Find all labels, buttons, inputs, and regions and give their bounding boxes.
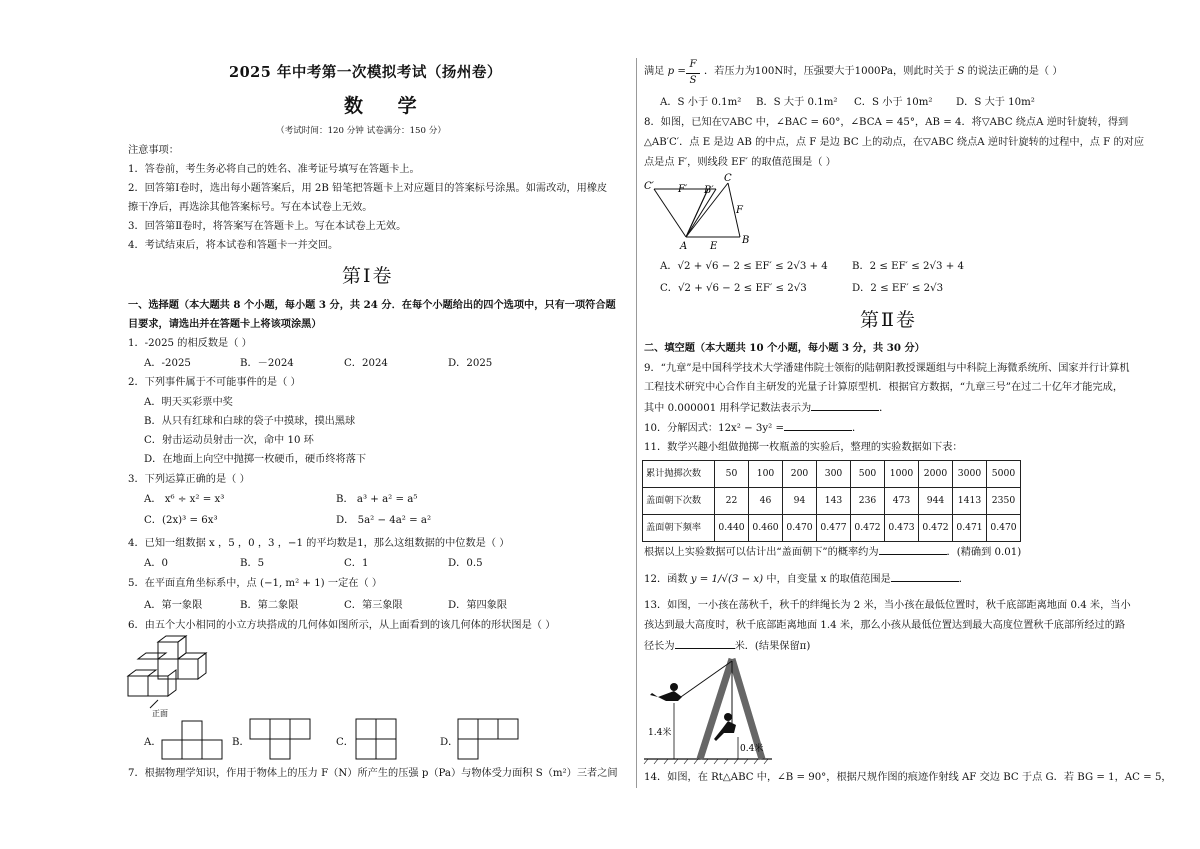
- question-13-text-2: 米．(结果保留π): [734, 641, 811, 652]
- option: C．第三象限: [344, 600, 403, 611]
- child-body: [714, 721, 736, 741]
- table-cell: 1000: [885, 461, 919, 488]
- front-arrow: [150, 700, 158, 708]
- option: C．1: [344, 558, 369, 569]
- question-12-text-2: 中，自变量 x 的取值范围是: [766, 574, 891, 585]
- formula-numerator: F: [689, 59, 697, 70]
- table-cell: 2350: [987, 488, 1021, 515]
- option: A．明天买彩票中奖: [144, 397, 233, 408]
- question-12: 12．函数 y = 1/√(3 − x) 中，自变量 x 的取值范围是 ．: [644, 571, 969, 588]
- exam-title: 2025 年中考第一次模拟考试（扬州卷）: [229, 64, 502, 81]
- option: A．S 小于 0.1m²: [660, 97, 742, 108]
- table-cell: 50: [715, 461, 749, 488]
- table-cell: 0.473: [885, 515, 919, 542]
- option-label: D．: [440, 737, 459, 748]
- column-divider: [636, 58, 637, 788]
- question-8-line: 点是点 F′，则线段 EF′ 的取值范围是（ ）: [644, 157, 836, 168]
- label-b: B: [742, 235, 750, 246]
- cube-face: [128, 676, 148, 696]
- question-11-text: 根据以上实验数据可以估计出“盖面朝下”的概率约为: [644, 547, 879, 558]
- question-1-options: [144, 356, 528, 372]
- question-11: 11．数学兴趣小组做抛掷一枚瓶盖的实验后，整理的实验数据如下表：: [644, 442, 963, 453]
- function-formula: y = 1/√(3 − x): [690, 574, 764, 585]
- section-heading: 二、填空题（本大题共 10 个小题，每小题 3 分，共 30 分）: [644, 342, 925, 354]
- label-c-prime: C′: [644, 181, 654, 192]
- section-heading: 目要求，请选出并在答题卡上将该项涂黑）: [128, 318, 322, 330]
- table-cell: 0.472: [851, 515, 885, 542]
- exam-info: （考试时间：120 分钟 试卷满分：150 分）: [276, 126, 446, 136]
- notice-item: 1．答卷前，考生务必将自己的姓名、准考证号填写在答题卡上。: [128, 164, 420, 175]
- question-9-line: 9．“九章”是中国科学技术大学潘建伟院士领衔的陆朝阳教授课题组与中科院上海微系统所、国家并行计算机: [644, 363, 1130, 374]
- table-cell: 300: [817, 461, 851, 488]
- option: B．2 ≤ EF′ ≤ 2√3 + 4: [852, 261, 964, 272]
- question-8-line: 8．如图，已知在▽ABC 中，∠BAC = 60°，∠BCA = 45°，AB = 4．将▽ABC 绕点A 逆时针旋转，得到: [644, 117, 1129, 128]
- answer-blank[interactable]: [891, 571, 959, 582]
- height-label-max: 1.4米: [648, 728, 672, 738]
- question-10: 10．分解因式：12x² − 3y² = ．: [644, 420, 862, 437]
- question-1-stem: 1．-2025 的相反数是（ ）: [128, 338, 252, 349]
- option: A．第一象限: [144, 600, 203, 611]
- question-10-text: 10．分解因式：12x² − 3y² =: [644, 423, 784, 434]
- option: B．S 大于 0.1m²: [756, 97, 838, 108]
- table-cell: 236: [851, 488, 885, 515]
- option: C．√2 + √6 − 2 ≤ EF′ ≤ 2√3: [660, 283, 807, 294]
- option: D．S 大于 10m²: [956, 97, 1035, 108]
- question-7-options: [660, 95, 1036, 111]
- option: B．第二象限: [240, 600, 299, 611]
- notice-item: 3．回答第Ⅱ卷时，将答案写在答题卡上。写在本试卷上无效。: [128, 221, 407, 232]
- question-6-stem: 6．由五个大小相同的小立方块搭成的几何体如图所示，从上面看到的该几何体的形状图是（ ）: [128, 620, 556, 631]
- question-11-tail: ．(精确到 0.01): [946, 547, 1022, 558]
- label-b-prime: B′: [704, 185, 714, 196]
- option: A．-2025: [144, 358, 191, 369]
- table-cell: 1413: [953, 488, 987, 515]
- question-4-options: [144, 556, 528, 572]
- table-cell: 0.470: [987, 515, 1021, 542]
- question-12-text: 12．函数: [644, 574, 688, 585]
- table-cell: 46: [749, 488, 783, 515]
- option: B．从只有红球和白球的袋子中摸球，摸出黑球: [144, 416, 356, 427]
- front-label: 正面: [152, 709, 168, 718]
- table-cell: 0.440: [715, 515, 749, 542]
- table-row: [643, 461, 1021, 488]
- table-header-cell: 盖面朝下次数: [643, 488, 715, 515]
- option-d-shape: [458, 718, 522, 760]
- subject-title: 数 学: [344, 95, 431, 117]
- rotation-figure: [644, 175, 764, 255]
- table-cell: 94: [783, 488, 817, 515]
- option: A．0: [144, 558, 169, 569]
- table-cell: 500: [851, 461, 885, 488]
- option-label: A．: [144, 737, 162, 748]
- question-5-stem: 5．在平面直角坐标系中，点 (−1, m² + 1) 一定在（ ）: [128, 578, 383, 589]
- right-column: [642, 0, 1172, 849]
- option: D．在地面上向空中抛掷一枚硬币，硬币终将落下: [144, 454, 367, 465]
- question-13-text: 径长为: [644, 641, 675, 652]
- label-e: E: [710, 241, 718, 252]
- question-9-text: 其中 0.000001 用科学记数法表示为: [644, 403, 812, 414]
- section-heading: 一、选择题（本大题共 8 个小题，每小题 3 分，共 24 分．在每个小题给出的四个选项中，只有一项符合题: [128, 299, 616, 311]
- question-7-stem: 7．根据物理学知识，作用于物体上的压力 F（N）所产生的压强 p（Pa）与物体受力面积 S（m²）三者之间: [128, 768, 618, 779]
- question-7-cont-end: ．若压力为100N时，压强要大于1000Pa，则此时关于 S 的说法正确的是（ ）: [704, 66, 1063, 77]
- answer-blank[interactable]: [811, 400, 879, 411]
- option: C．S 小于 10m²: [854, 97, 933, 108]
- option-b-shape: [250, 718, 314, 760]
- table-cell: 100: [749, 461, 783, 488]
- table-cell: 0.471: [953, 515, 987, 542]
- formula-denominator: S: [689, 75, 697, 86]
- height-label-min: 0.4米: [740, 744, 764, 754]
- option-a-shape: [162, 720, 226, 760]
- question-8-line: △AB′C′．点 E 是边 AB 的中点，点 F 是边 BC 上的动点，在▽ABC 绕点A 逆时针旋转的过程中，点 F 的对应: [644, 137, 1145, 148]
- option-c-shape: [356, 718, 400, 760]
- option: B．5: [240, 558, 265, 569]
- cube-face: [168, 670, 176, 696]
- option: D．0.5: [448, 558, 483, 569]
- option: D．第四象限: [448, 600, 508, 611]
- question-5-options: [144, 598, 528, 614]
- table-cell: 0.460: [749, 515, 783, 542]
- label-f-prime: F′: [678, 184, 688, 195]
- option: B．－2024: [240, 358, 294, 369]
- table-row: [643, 515, 1021, 542]
- swing-frame-leg: [700, 659, 732, 759]
- question-3-stem: 3．下列运算正确的是（ ）: [128, 474, 250, 485]
- experiment-table: [642, 460, 1021, 542]
- option-label: B．: [232, 737, 250, 748]
- cube-face: [128, 670, 156, 676]
- option: B． a³ + a² = a⁵: [336, 494, 418, 505]
- option: D．2 ≤ EF′ ≤ 2√3: [852, 283, 944, 294]
- answer-blank[interactable]: [784, 420, 852, 431]
- part-two-title: 第Ⅱ卷: [860, 309, 917, 331]
- option-label: C．: [336, 737, 354, 748]
- option: A． x⁶ ÷ x² = x³: [144, 494, 225, 505]
- notice-item: 擦干净后，再选涂其他答案标号。写在本试卷上无效。: [128, 202, 373, 213]
- child-head: [724, 713, 732, 721]
- question-13-line: 13．如图，一小孩在荡秋千，秋千的绊绳长为 2 米，当小孩在最低位置时，秋千底部距离地面 0.4 米，当小: [644, 600, 1131, 611]
- option: C．(2x)³ = 6x³: [144, 515, 218, 526]
- part-one-title: 第Ⅰ卷: [342, 265, 394, 287]
- table-header-cell: 盖面朝下频率: [643, 515, 715, 542]
- table-cell: 200: [783, 461, 817, 488]
- child-body: [658, 691, 682, 701]
- answer-blank[interactable]: [675, 638, 735, 649]
- table-cell: 143: [817, 488, 851, 515]
- question-14: 14．如图，在 Rt△ABC 中，∠B = 90°，根据尺规作图的痕迹作射线 AF 交边 BC 于点 G．若 BG = 1，AC = 5，: [644, 772, 1172, 783]
- cube-face: [138, 653, 166, 659]
- swing-figure: [644, 655, 776, 767]
- table-header-cell: 累计抛掷次数: [643, 461, 715, 488]
- table-cell: 3000: [953, 461, 987, 488]
- option: A．√2 + √6 − 2 ≤ EF′ ≤ 2√3 + 4: [660, 261, 828, 272]
- table-cell: 22: [715, 488, 749, 515]
- question-9-line: 其中 0.000001 用科学记数法表示为 ．: [644, 400, 889, 417]
- notice-item: 4．考试结束后，将本试卷和答题卡一并交回。: [128, 240, 339, 251]
- table-cell: 0.477: [817, 515, 851, 542]
- question-7-cont-start: 满足 p =: [644, 66, 686, 77]
- table-cell: 473: [885, 488, 919, 515]
- question-9-line: 工程技术研究中心合作自主研发的光量子计算原型机．根据官方数据，“九章三号”在过二十亿年才能完成，: [644, 382, 1124, 393]
- cube-face: [198, 653, 206, 679]
- table-cell: 2000: [919, 461, 953, 488]
- notice-item: 2．回答第Ⅰ卷时，选出每小题答案后，用 2B 铅笔把答题卡上对应题目的答案标号涂黑。如需改动，用橡皮: [128, 183, 608, 194]
- answer-blank[interactable]: [879, 544, 947, 555]
- table-cell: 0.472: [919, 515, 953, 542]
- option: C．2024: [344, 358, 388, 369]
- child-leg: [650, 693, 658, 697]
- question-2-stem: 2．下列事件属于不可能事件的是（ ）: [128, 377, 301, 388]
- cube-figure: [128, 638, 218, 718]
- question-13-line: 孩达到最大高度时，秋千底部距离地面 1.4 米，那么小孩从最低位置达到最大高度位置秋千底部所经过的路: [644, 620, 1126, 631]
- label-a: A: [680, 241, 688, 252]
- label-f: F: [736, 205, 743, 216]
- cube-face: [178, 659, 198, 679]
- option: D． 5a² − 4a² = a²: [336, 515, 432, 526]
- left-column: [124, 0, 634, 849]
- option: C．射击运动员射击一次，命中 10 环: [144, 435, 314, 446]
- notice-heading: 注意事项：: [128, 145, 179, 156]
- table-cell: 5000: [987, 461, 1021, 488]
- question-13-line: [644, 638, 810, 655]
- table-cell: 0.470: [783, 515, 817, 542]
- question-11-answer: [644, 544, 1021, 561]
- option: D．2025: [448, 358, 493, 369]
- question-4-stem: 4．已知一组数据 x ，5 ，0 ，3 ，−1 的平均数是1，那么这组数据的中位数是（ ）: [128, 538, 510, 549]
- child-head: [670, 683, 678, 691]
- table-row: [643, 488, 1021, 515]
- table-cell: 944: [919, 488, 953, 515]
- label-c: C: [724, 173, 732, 184]
